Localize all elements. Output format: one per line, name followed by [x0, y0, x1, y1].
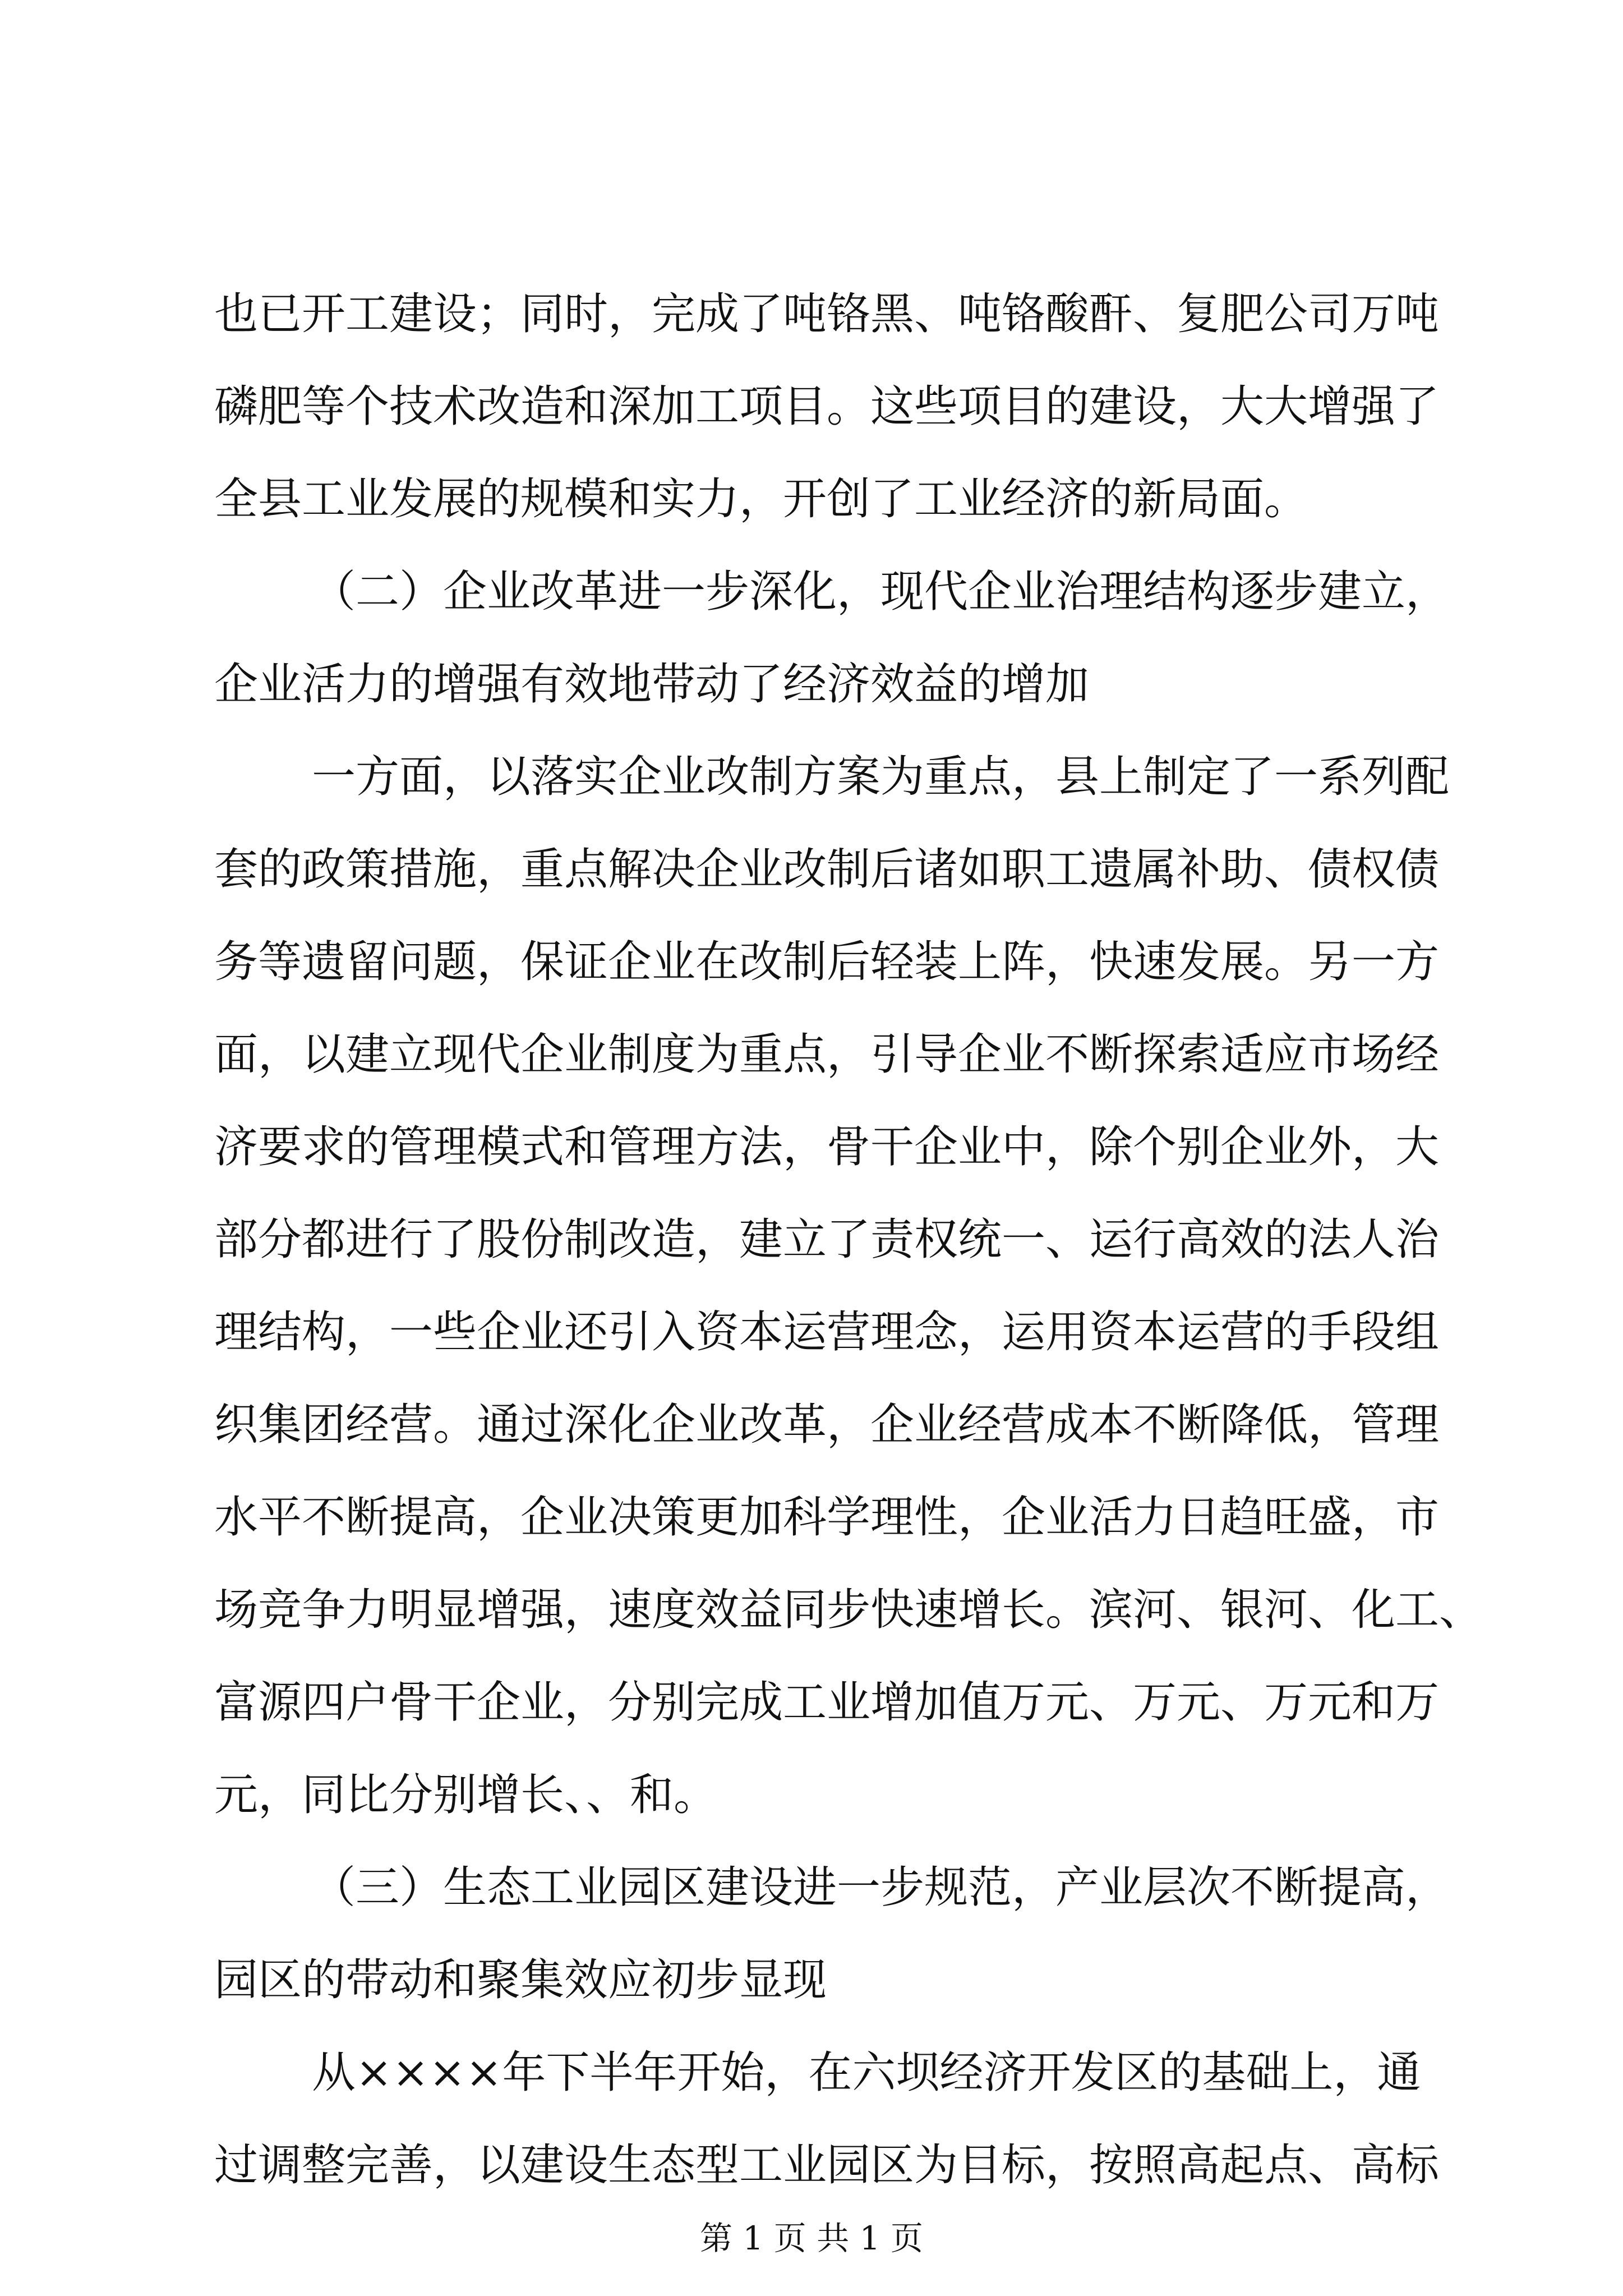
text-line-20: 从××××年下半年开始，在六坝经济开发区的基础上，通	[312, 2047, 1421, 2098]
text-line-21: 过调整完善，以建设生态型工业园区为目标，按照高起点、高标	[214, 2140, 1440, 2191]
text-line-17: 元，同比分别增长、、和。	[214, 1770, 718, 1820]
text-line-6: 一方面，以落实企业改制方案为重点，县上制定了一系列配	[312, 752, 1450, 802]
section-heading-2-line-1: （二）企业改革进一步深化，现代企业治理结构逐步建立，	[312, 567, 1450, 617]
section-heading-2-line-2: 企业活力的增强有效地带动了经济效益的增加	[214, 659, 1090, 710]
text-line-9: 面，以建立现代企业制度为重点，引导企业不断探索适应市场经	[214, 1029, 1440, 1080]
text-line-3: 全县工业发展的规模和实力，开创了工业经济的新局面。	[214, 474, 1308, 524]
text-line-2: 磷肥等个技术改造和深加工项目。这些项目的建设，大大增强了	[214, 381, 1440, 432]
text-line-10: 济要求的管理模式和管理方法，骨干企业中，除个别企业外，大	[214, 1122, 1440, 1172]
text-line-8: 务等遗留问题，保证企业在改制后轻装上阵，快速发展。另一方	[214, 937, 1440, 987]
section-heading-3-line-1: （三）生态工业园区建设进一步规范，产业层次不断提高，	[312, 1862, 1450, 1913]
text-line-11: 部分都进行了股份制改造，建立了责权统一、运行高效的法人治	[214, 1214, 1440, 1265]
text-line-14: 水平不断提高，企业决策更加科学理性，企业活力日趋旺盛，市	[214, 1492, 1440, 1543]
text-line-7: 套的政策措施，重点解决企业改制后诸如职工遗属补助、债权债	[214, 844, 1440, 895]
text-line-16: 富源四户骨干企业，分别完成工业增加值万元、万元、万元和万	[214, 1677, 1440, 1728]
text-line-15: 场竞争力明显增强，速度效益同步快速增长。滨河、银河、化工、	[214, 1585, 1483, 1635]
text-line-12: 理结构，一些企业还引入资本运营理念，运用资本运营的手段组	[214, 1307, 1440, 1358]
page-number-footer: 第 1 页 共 1 页	[700, 2219, 923, 2257]
text-line-13: 织集团经营。通过深化企业改革，企业经营成本不断降低，管理	[214, 1400, 1440, 1450]
text-line-1: 也已开工建设；同时，完成了吨铬黑、吨铬酸酐、复肥公司万吨	[214, 289, 1440, 339]
section-heading-3-line-2: 园区的带动和聚集效应初步显现	[214, 1955, 827, 2005]
